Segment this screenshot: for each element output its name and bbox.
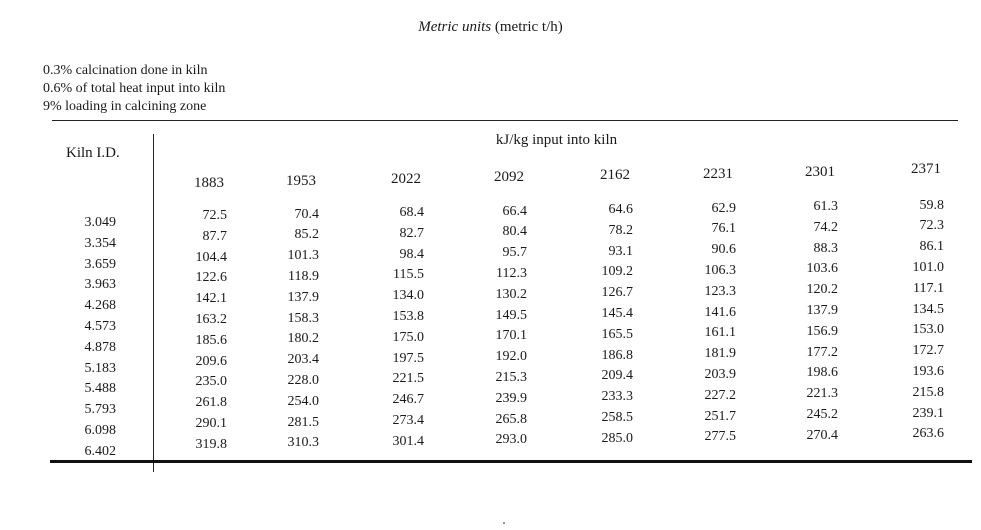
table-cell: 72.3	[919, 218, 944, 234]
row-header-kiln-id: Kiln I.D.	[66, 145, 120, 161]
column-header: 2231	[703, 166, 733, 182]
table-cell: 172.7	[912, 343, 944, 359]
table-cell: 177.2	[806, 344, 838, 360]
column-header: 2022	[391, 171, 421, 187]
table-cell: 103.6	[806, 261, 838, 277]
table-cell: 115.5	[393, 267, 424, 283]
table-cell: 227.2	[704, 387, 736, 403]
table-cell: 261.8	[195, 395, 227, 411]
table-cell: 197.5	[392, 350, 424, 366]
row-label: 5.183	[84, 360, 116, 376]
table-cell: 117.1	[913, 280, 944, 296]
row-label: 6.098	[84, 423, 116, 438]
column-header: 1883	[194, 175, 224, 191]
table-cell: 180.2	[287, 331, 319, 347]
table-cell: 245.2	[806, 407, 838, 422]
table-cell: 76.1	[711, 221, 736, 237]
table-cell: 285.0	[601, 430, 633, 446]
table-cell: 101.3	[287, 248, 319, 264]
table-cell: 215.3	[495, 369, 527, 385]
table-cell: 118.9	[288, 268, 319, 284]
conditions-notes	[43, 62, 225, 116]
table-cell: 74.2	[813, 219, 838, 235]
table-cell: 175.0	[392, 329, 424, 345]
row-label: 4.573	[84, 319, 116, 334]
table-cell: 156.9	[806, 323, 838, 339]
table-cell: 122.6	[195, 270, 227, 286]
table-cell: 235.0	[195, 374, 227, 390]
row-label: 3.049	[84, 215, 116, 230]
table-cell: 142.1	[195, 291, 227, 307]
table-cell: 192.0	[495, 349, 527, 365]
table-cell: 251.7	[704, 408, 736, 424]
table-cell: 68.4	[399, 205, 424, 220]
table-cell: 101.0	[912, 259, 944, 275]
caption-units-detail: (metric t/h)	[494, 19, 563, 35]
table-cell: 120.2	[806, 282, 838, 298]
table-cell: 290.1	[195, 416, 227, 431]
row-label: 3.963	[84, 277, 116, 293]
table-cell: 78.2	[608, 222, 633, 238]
table-cell: 281.5	[287, 414, 319, 430]
table-cell: 203.9	[704, 366, 736, 382]
table-cell: 104.4	[195, 249, 227, 265]
table-cell: 70.4	[294, 206, 319, 222]
table-cell: 263.6	[912, 426, 944, 442]
column-group-header: kJ/kg input into kiln	[495, 132, 618, 148]
table-cell: 82.7	[399, 225, 424, 241]
table-cell: 319.8	[195, 436, 227, 452]
table-cell: 95.7	[502, 245, 527, 261]
table-cell: 221.5	[392, 371, 424, 387]
table-cell: 228.0	[287, 372, 319, 388]
row-header-divider	[153, 134, 154, 472]
table-top-rule	[52, 120, 958, 121]
table-caption	[0, 19, 981, 36]
page-speck	[503, 522, 505, 524]
row-label: 4.268	[84, 298, 116, 314]
table-cell: 221.3	[806, 386, 838, 402]
table-cell: 137.9	[806, 303, 838, 318]
table-cell: 185.6	[195, 332, 227, 348]
table-cell: 153.8	[392, 309, 424, 324]
table-cell: 134.5	[912, 301, 944, 317]
table-cell: 158.3	[287, 310, 319, 326]
table-cell: 273.4	[392, 413, 424, 428]
note-calcination: 0.3% calcination done in kiln	[43, 63, 208, 78]
column-header: 2162	[600, 167, 630, 183]
table-cell: 310.3	[287, 435, 319, 451]
table-cell: 181.9	[704, 346, 736, 362]
table-cell: 141.6	[704, 304, 736, 320]
table-cell: 163.2	[195, 312, 227, 327]
table-cell: 90.6	[711, 242, 736, 258]
table-cell: 145.4	[601, 306, 633, 321]
table-cell: 265.8	[495, 411, 527, 427]
table-cell: 66.4	[502, 203, 527, 219]
table-cell: 106.3	[704, 262, 736, 278]
table-cell: 161.1	[704, 325, 736, 341]
row-label: 5.488	[84, 381, 116, 397]
table-cell: 246.7	[392, 392, 424, 408]
table-cell: 98.4	[399, 246, 424, 262]
column-header: 2371	[911, 161, 941, 177]
note-loading: 9% loading in calcining zone	[43, 99, 207, 114]
table-cell: 149.5	[495, 307, 527, 323]
table-cell: 123.3	[704, 283, 736, 299]
table-cell: 112.3	[496, 265, 527, 281]
caption-units-label: Metric units	[418, 19, 492, 35]
table-cell: 165.5	[601, 326, 633, 342]
table-cell: 193.6	[912, 363, 944, 379]
table-cell: 64.6	[608, 202, 633, 217]
table-cell: 215.8	[912, 384, 944, 400]
table-cell: 186.8	[601, 347, 633, 363]
table-cell: 137.9	[287, 289, 319, 305]
table-cell: 85.2	[294, 227, 319, 243]
table-cell: 59.8	[919, 197, 944, 213]
table-cell: 134.0	[392, 288, 424, 304]
table-cell: 293.0	[495, 432, 527, 448]
table-cell: 233.3	[601, 389, 633, 405]
table-bottom-rule	[50, 460, 972, 463]
table-cell: 270.4	[806, 427, 838, 443]
table-cell: 254.0	[287, 393, 319, 409]
table-cell: 130.2	[495, 286, 527, 302]
column-header: 2092	[494, 169, 524, 185]
table-cell: 72.5	[202, 208, 227, 223]
table-cell: 62.9	[711, 200, 736, 216]
table-cell: 209.4	[601, 368, 633, 384]
table-cell: 258.5	[601, 410, 633, 425]
row-label: 3.354	[84, 235, 116, 251]
table-cell: 301.4	[392, 433, 424, 449]
table-cell: 153.0	[912, 322, 944, 338]
table-cell: 88.3	[813, 240, 838, 256]
column-header: 1953	[286, 173, 316, 189]
row-label: 3.659	[84, 256, 116, 272]
table-cell: 86.1	[919, 239, 944, 255]
column-header: 2301	[805, 164, 835, 180]
table-cell: 239.9	[495, 390, 527, 406]
table-cell: 203.4	[287, 352, 319, 368]
table-cell: 61.3	[813, 199, 838, 214]
table-cell: 209.6	[195, 353, 227, 369]
table-cell: 277.5	[704, 429, 736, 445]
row-label: 5.793	[84, 402, 116, 418]
row-label: 4.878	[84, 339, 116, 355]
note-heat-input: 0.6% of total heat input into kiln	[43, 81, 226, 96]
table-cell: 109.2	[601, 264, 633, 280]
row-label: 6.402	[84, 443, 116, 459]
table-cell: 80.4	[502, 224, 527, 240]
table-cell: 93.1	[608, 243, 633, 259]
table-cell: 170.1	[495, 328, 527, 344]
table-cell: 87.7	[202, 228, 227, 244]
table-cell: 198.6	[806, 365, 838, 381]
table-cell: 126.7	[601, 285, 633, 301]
table-cell: 239.1	[912, 405, 944, 421]
